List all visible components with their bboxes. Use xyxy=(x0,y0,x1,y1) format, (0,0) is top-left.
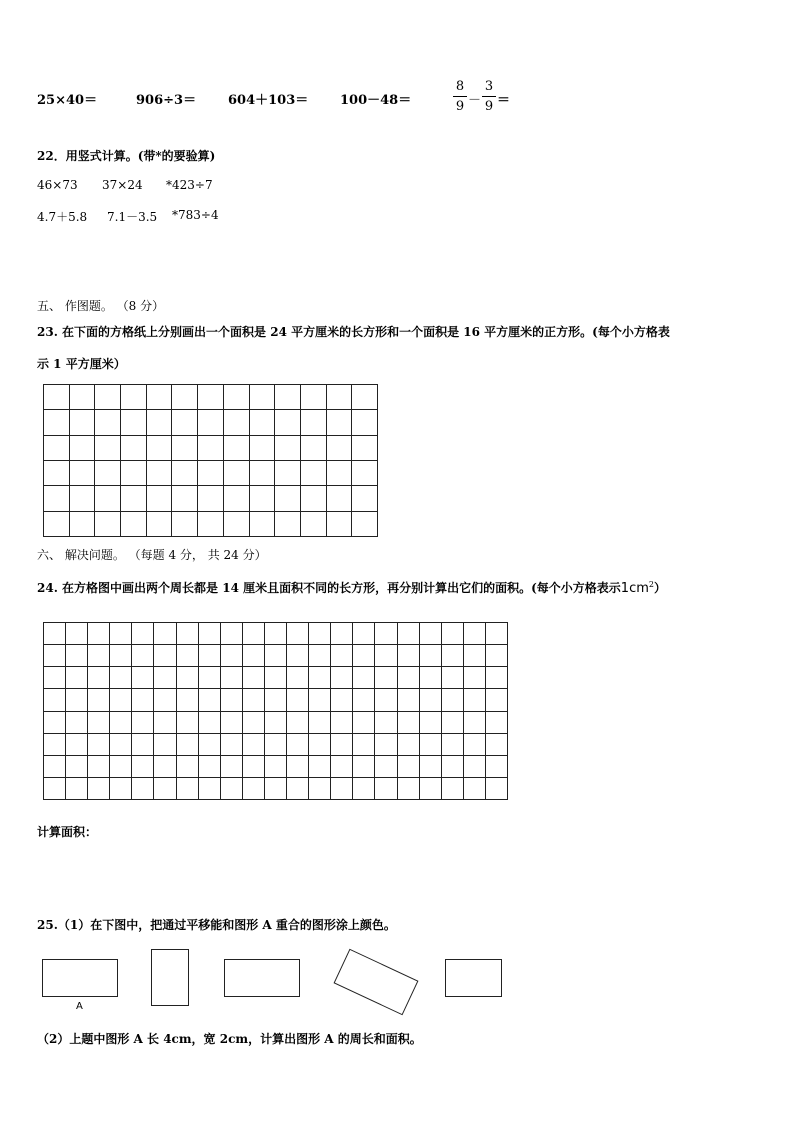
grid-cell[interactable] xyxy=(70,436,96,461)
grid-cell[interactable] xyxy=(275,486,301,511)
grid-cell[interactable] xyxy=(352,461,378,486)
q23-text-line2: 示 1 平方厘米） xyxy=(37,357,126,371)
q25-part2: （2）上题中图形 A 长 4cm，宽 2cm，计算出图形 A 的周长和面积。 xyxy=(37,1032,422,1046)
q22-item-1: 46×73 xyxy=(37,178,78,192)
grid-cell[interactable] xyxy=(442,712,464,734)
grid-cell[interactable] xyxy=(88,756,110,778)
grid-cell[interactable] xyxy=(121,436,147,461)
fraction-3-9 xyxy=(482,79,496,114)
grid-cell[interactable] xyxy=(420,712,442,734)
grid-cell[interactable] xyxy=(309,645,331,667)
grid-cell[interactable] xyxy=(398,667,420,689)
grid-cell[interactable] xyxy=(398,778,420,800)
grid-cell[interactable] xyxy=(464,667,486,689)
grid-cell[interactable] xyxy=(44,667,66,689)
q22-item-4: 4.7＋5.8 xyxy=(37,210,88,224)
grid-cell[interactable] xyxy=(121,486,147,511)
grid-cell[interactable] xyxy=(352,436,378,461)
grid-cell[interactable] xyxy=(177,623,199,645)
grid-cell[interactable] xyxy=(331,778,353,800)
grid-cell[interactable] xyxy=(275,461,301,486)
grid-cell[interactable] xyxy=(464,756,486,778)
grid-cell[interactable] xyxy=(287,756,309,778)
grid-cell[interactable] xyxy=(464,778,486,800)
grid-cell[interactable] xyxy=(486,689,508,711)
grid-cell[interactable] xyxy=(147,461,173,486)
grid-cell[interactable] xyxy=(44,512,70,537)
grid-cell[interactable] xyxy=(95,385,121,410)
grid-cell[interactable] xyxy=(464,689,486,711)
grid-cell[interactable] xyxy=(275,410,301,435)
q22-item-5: 7.1－3.5 xyxy=(107,210,158,224)
grid-cell[interactable] xyxy=(398,756,420,778)
grid-cell[interactable] xyxy=(309,689,331,711)
grid-cell[interactable] xyxy=(327,410,353,435)
grid-cell[interactable] xyxy=(199,667,221,689)
fraction-denominator: 9 xyxy=(455,99,465,114)
grid-cell[interactable] xyxy=(287,667,309,689)
grid-cell[interactable] xyxy=(199,778,221,800)
grid-cell[interactable] xyxy=(147,486,173,511)
grid-cell[interactable] xyxy=(442,645,464,667)
grid-cell[interactable] xyxy=(442,778,464,800)
grid-cell[interactable] xyxy=(66,734,88,756)
grid-cell[interactable] xyxy=(70,461,96,486)
grid-cell[interactable] xyxy=(44,689,66,711)
grid-cell[interactable] xyxy=(88,645,110,667)
grid-cell[interactable] xyxy=(95,436,121,461)
grid-cell[interactable] xyxy=(121,461,147,486)
shape-a-rectangle[interactable] xyxy=(42,959,118,997)
grid-cell[interactable] xyxy=(353,778,375,800)
grid-cell[interactable] xyxy=(398,623,420,645)
grid-cell[interactable] xyxy=(221,645,243,667)
grid-cell[interactable] xyxy=(331,712,353,734)
grid-cell[interactable] xyxy=(172,410,198,435)
grid-cell[interactable] xyxy=(66,623,88,645)
grid-cell[interactable] xyxy=(375,756,397,778)
grid-cell[interactable] xyxy=(154,712,176,734)
grid-cell[interactable] xyxy=(44,756,66,778)
grid-cell[interactable] xyxy=(199,756,221,778)
fraction-numerator: 3 xyxy=(484,79,494,94)
calc-item-1: 25×40＝ xyxy=(37,93,98,108)
grid-cell[interactable] xyxy=(199,645,221,667)
grid-cell[interactable] xyxy=(352,512,378,537)
grid-cell[interactable] xyxy=(331,645,353,667)
grid-cell[interactable] xyxy=(70,385,96,410)
grid-cell[interactable] xyxy=(420,689,442,711)
q22-title: 22．用竖式计算。(带*的要验算) xyxy=(37,149,216,163)
grid-cell[interactable] xyxy=(177,756,199,778)
grid-cell[interactable] xyxy=(44,734,66,756)
grid-cell[interactable] xyxy=(199,689,221,711)
grid-cell[interactable] xyxy=(375,734,397,756)
grid-cell[interactable] xyxy=(250,461,276,486)
grid-cell[interactable] xyxy=(353,734,375,756)
grid-cell[interactable] xyxy=(154,623,176,645)
minus-sign: － xyxy=(468,93,482,108)
q24-unit-sup: 2 xyxy=(648,580,654,589)
grid-cell[interactable] xyxy=(88,778,110,800)
grid-cell[interactable] xyxy=(177,667,199,689)
grid-cell[interactable] xyxy=(486,667,508,689)
grid-cell[interactable] xyxy=(327,512,353,537)
grid-cell[interactable] xyxy=(398,645,420,667)
calc-item-3: 604＋103＝ xyxy=(228,93,309,108)
grid-cell[interactable] xyxy=(250,436,276,461)
equals-sign: ＝ xyxy=(497,93,511,108)
grid-cell[interactable] xyxy=(44,623,66,645)
section5-title: 五、 作图题。 （8 分） xyxy=(37,299,165,313)
grid-cell[interactable] xyxy=(132,712,154,734)
grid-cell[interactable] xyxy=(44,645,66,667)
grid-cell[interactable] xyxy=(147,385,173,410)
fraction-denominator: 9 xyxy=(484,99,494,114)
grid-cell[interactable] xyxy=(243,667,265,689)
grid-cell[interactable] xyxy=(301,512,327,537)
grid-cell[interactable] xyxy=(110,712,132,734)
grid-cell[interactable] xyxy=(198,461,224,486)
grid-cell[interactable] xyxy=(147,436,173,461)
shape-translated-rectangle[interactable] xyxy=(224,959,300,997)
grid-cell[interactable] xyxy=(353,756,375,778)
grid-cell[interactable] xyxy=(287,734,309,756)
grid-cell[interactable] xyxy=(398,689,420,711)
grid-cell[interactable] xyxy=(221,689,243,711)
grid-cell[interactable] xyxy=(110,689,132,711)
grid-cell[interactable] xyxy=(66,712,88,734)
grid-cell[interactable] xyxy=(243,645,265,667)
grid-cell[interactable] xyxy=(88,623,110,645)
grid-cell[interactable] xyxy=(44,712,66,734)
calc-item-4: 100－48＝ xyxy=(340,93,412,108)
grid-cell[interactable] xyxy=(331,667,353,689)
grid-cell[interactable] xyxy=(154,667,176,689)
grid-cell[interactable] xyxy=(221,778,243,800)
grid-cell[interactable] xyxy=(442,623,464,645)
grid-cell[interactable] xyxy=(464,734,486,756)
grid-cell[interactable] xyxy=(287,778,309,800)
grid-cell[interactable] xyxy=(420,778,442,800)
grid-cell[interactable] xyxy=(88,667,110,689)
grid-cell[interactable] xyxy=(172,436,198,461)
grid-cell[interactable] xyxy=(224,410,250,435)
grid-cell[interactable] xyxy=(110,645,132,667)
grid-cell[interactable] xyxy=(66,667,88,689)
grid-cell[interactable] xyxy=(327,436,353,461)
grid-cell[interactable] xyxy=(110,623,132,645)
grid-cell[interactable] xyxy=(265,734,287,756)
grid-cell[interactable] xyxy=(375,645,397,667)
grid-cell[interactable] xyxy=(172,461,198,486)
grid-cell[interactable] xyxy=(70,410,96,435)
grid-cell[interactable] xyxy=(70,512,96,537)
grid-cell[interactable] xyxy=(301,410,327,435)
grid-cell[interactable] xyxy=(66,645,88,667)
grid-cell[interactable] xyxy=(250,385,276,410)
grid-cell[interactable] xyxy=(172,385,198,410)
grid-cell[interactable] xyxy=(177,712,199,734)
grid-cell[interactable] xyxy=(309,712,331,734)
grid-cell[interactable] xyxy=(353,667,375,689)
grid-cell[interactable] xyxy=(221,667,243,689)
grid-cell[interactable] xyxy=(224,385,250,410)
q24-unit: 1cm xyxy=(620,581,649,596)
grid-cell[interactable] xyxy=(44,778,66,800)
grid-cell[interactable] xyxy=(486,734,508,756)
shape-a-label: A xyxy=(76,1001,83,1012)
fraction-bar xyxy=(482,96,496,97)
grid-cell[interactable] xyxy=(420,645,442,667)
grid-cell[interactable] xyxy=(44,461,70,486)
grid-cell[interactable] xyxy=(352,486,378,511)
grid-cell[interactable] xyxy=(486,623,508,645)
grid-cell[interactable] xyxy=(147,512,173,537)
grid-cell[interactable] xyxy=(154,778,176,800)
grid-cell[interactable] xyxy=(250,410,276,435)
grid-cell[interactable] xyxy=(44,436,70,461)
grid-cell[interactable] xyxy=(353,623,375,645)
grid-cell[interactable] xyxy=(464,623,486,645)
grid-cell[interactable] xyxy=(221,712,243,734)
grid-cell[interactable] xyxy=(420,734,442,756)
q24-answer-label: 计算面积： xyxy=(37,825,98,839)
grid-cell[interactable] xyxy=(221,734,243,756)
grid-cell[interactable] xyxy=(95,512,121,537)
grid-cell[interactable] xyxy=(287,689,309,711)
grid-cell[interactable] xyxy=(243,778,265,800)
grid-cell[interactable] xyxy=(301,385,327,410)
q22-item-6: *783÷4 xyxy=(172,208,219,222)
grid-cell[interactable] xyxy=(442,667,464,689)
grid-cell[interactable] xyxy=(66,689,88,711)
shape-rotated-rectangle[interactable] xyxy=(334,949,419,1016)
grid-cell[interactable] xyxy=(375,712,397,734)
q23-grid xyxy=(43,384,378,537)
grid-cell[interactable] xyxy=(95,486,121,511)
grid-cell[interactable] xyxy=(265,623,287,645)
grid-cell[interactable] xyxy=(154,645,176,667)
grid-cell[interactable] xyxy=(198,410,224,435)
grid-cell[interactable] xyxy=(420,623,442,645)
grid-cell[interactable] xyxy=(265,667,287,689)
grid-cell[interactable] xyxy=(224,461,250,486)
grid-cell[interactable] xyxy=(44,410,70,435)
grid-cell[interactable] xyxy=(88,734,110,756)
grid-cell[interactable] xyxy=(375,667,397,689)
grid-cell[interactable] xyxy=(309,756,331,778)
q25-part1: 25.（1）在下图中，把通过平移能和图形 A 重合的图形涂上颜色。 xyxy=(37,918,396,932)
grid-cell[interactable] xyxy=(243,623,265,645)
grid-cell[interactable] xyxy=(275,512,301,537)
grid-cell[interactable] xyxy=(221,623,243,645)
shape-small-rectangle[interactable] xyxy=(445,959,502,997)
grid-cell[interactable] xyxy=(95,461,121,486)
grid-cell[interactable] xyxy=(353,689,375,711)
grid-cell[interactable] xyxy=(309,734,331,756)
grid-cell[interactable] xyxy=(199,623,221,645)
grid-cell[interactable] xyxy=(265,778,287,800)
grid-cell[interactable] xyxy=(275,436,301,461)
grid-cell[interactable] xyxy=(309,778,331,800)
grid-cell[interactable] xyxy=(154,756,176,778)
grid-cell[interactable] xyxy=(177,778,199,800)
grid-cell[interactable] xyxy=(398,712,420,734)
grid-cell[interactable] xyxy=(287,623,309,645)
grid-cell[interactable] xyxy=(44,486,70,511)
grid-cell[interactable] xyxy=(331,756,353,778)
grid-cell[interactable] xyxy=(287,712,309,734)
grid-cell[interactable] xyxy=(309,623,331,645)
grid-cell[interactable] xyxy=(442,734,464,756)
grid-cell[interactable] xyxy=(250,512,276,537)
grid-cell[interactable] xyxy=(147,410,173,435)
fraction-numerator: 8 xyxy=(455,79,465,94)
grid-cell[interactable] xyxy=(265,712,287,734)
grid-cell[interactable] xyxy=(110,756,132,778)
grid-cell[interactable] xyxy=(88,689,110,711)
grid-cell[interactable] xyxy=(464,712,486,734)
grid-cell[interactable] xyxy=(265,756,287,778)
q24-text-body: 24. 在方格图中画出两个周长都是 14 厘米且面积不同的长方形，再分别计算出它们的面积。(每个小方格表示 xyxy=(37,581,621,595)
section6-title: 六、 解决问题。 （每题 4 分， 共 24 分） xyxy=(37,548,267,562)
grid-cell[interactable] xyxy=(224,486,250,511)
grid-cell[interactable] xyxy=(198,486,224,511)
grid-cell[interactable] xyxy=(132,645,154,667)
fraction-8-9 xyxy=(453,79,467,114)
fraction-bar xyxy=(453,96,467,97)
grid-cell[interactable] xyxy=(352,410,378,435)
grid-cell[interactable] xyxy=(70,486,96,511)
shape-vertical-rectangle[interactable] xyxy=(151,949,189,1006)
grid-cell[interactable] xyxy=(287,645,309,667)
grid-cell[interactable] xyxy=(442,756,464,778)
grid-cell[interactable] xyxy=(375,623,397,645)
grid-cell[interactable] xyxy=(375,689,397,711)
q24-close-paren: ） xyxy=(653,581,666,595)
grid-cell[interactable] xyxy=(66,756,88,778)
grid-cell[interactable] xyxy=(265,689,287,711)
grid-cell[interactable] xyxy=(353,712,375,734)
grid-cell[interactable] xyxy=(275,385,301,410)
grid-cell[interactable] xyxy=(221,756,243,778)
grid-cell[interactable] xyxy=(398,734,420,756)
grid-cell[interactable] xyxy=(132,623,154,645)
grid-cell[interactable] xyxy=(420,667,442,689)
grid-cell[interactable] xyxy=(486,778,508,800)
grid-cell[interactable] xyxy=(66,778,88,800)
grid-cell[interactable] xyxy=(420,756,442,778)
grid-cell[interactable] xyxy=(121,512,147,537)
grid-cell[interactable] xyxy=(243,756,265,778)
grid-cell[interactable] xyxy=(486,712,508,734)
grid-cell[interactable] xyxy=(224,512,250,537)
grid-cell[interactable] xyxy=(132,667,154,689)
grid-cell[interactable] xyxy=(224,436,250,461)
grid-cell[interactable] xyxy=(265,645,287,667)
grid-cell[interactable] xyxy=(331,734,353,756)
grid-cell[interactable] xyxy=(353,645,375,667)
grid-cell[interactable] xyxy=(199,734,221,756)
grid-cell[interactable] xyxy=(121,385,147,410)
grid-cell[interactable] xyxy=(327,486,353,511)
grid-cell[interactable] xyxy=(172,512,198,537)
grid-cell[interactable] xyxy=(198,512,224,537)
grid-cell[interactable] xyxy=(301,436,327,461)
grid-cell[interactable] xyxy=(309,667,331,689)
grid-cell[interactable] xyxy=(352,385,378,410)
grid-cell[interactable] xyxy=(154,689,176,711)
grid-cell[interactable] xyxy=(110,734,132,756)
calc-item-2: 906÷3＝ xyxy=(136,93,197,108)
grid-cell[interactable] xyxy=(327,461,353,486)
grid-cell[interactable] xyxy=(486,756,508,778)
grid-cell[interactable] xyxy=(331,623,353,645)
grid-cell[interactable] xyxy=(132,756,154,778)
grid-cell[interactable] xyxy=(250,486,276,511)
q22-item-3: *423÷7 xyxy=(166,178,213,192)
grid-cell[interactable] xyxy=(132,778,154,800)
grid-cell[interactable] xyxy=(132,734,154,756)
grid-cell[interactable] xyxy=(375,778,397,800)
grid-cell[interactable] xyxy=(95,410,121,435)
grid-cell[interactable] xyxy=(198,436,224,461)
grid-cell[interactable] xyxy=(88,712,110,734)
grid-cell[interactable] xyxy=(121,410,147,435)
grid-cell[interactable] xyxy=(243,734,265,756)
grid-cell[interactable] xyxy=(486,645,508,667)
grid-cell[interactable] xyxy=(301,486,327,511)
grid-cell[interactable] xyxy=(177,645,199,667)
grid-cell[interactable] xyxy=(331,689,353,711)
grid-cell[interactable] xyxy=(172,486,198,511)
grid-cell[interactable] xyxy=(243,689,265,711)
grid-cell[interactable] xyxy=(442,689,464,711)
grid-cell[interactable] xyxy=(199,712,221,734)
grid-cell[interactable] xyxy=(243,712,265,734)
grid-cell[interactable] xyxy=(154,734,176,756)
grid-cell[interactable] xyxy=(110,667,132,689)
grid-cell[interactable] xyxy=(110,778,132,800)
grid-cell[interactable] xyxy=(198,385,224,410)
grid-cell[interactable] xyxy=(177,689,199,711)
q24-text xyxy=(37,579,666,596)
q24-grid xyxy=(43,622,508,800)
q23-text-line1: 23. 在下面的方格纸上分别画出一个面积是 24 平方厘米的长方形和一个面积是 16 平方厘米的正方形。(每个小方格表 xyxy=(37,325,670,339)
grid-cell[interactable] xyxy=(301,461,327,486)
q22-item-2: 37×24 xyxy=(102,178,143,192)
grid-cell[interactable] xyxy=(132,689,154,711)
grid-cell[interactable] xyxy=(327,385,353,410)
grid-cell[interactable] xyxy=(464,645,486,667)
grid-cell[interactable] xyxy=(177,734,199,756)
grid-cell[interactable] xyxy=(44,385,70,410)
